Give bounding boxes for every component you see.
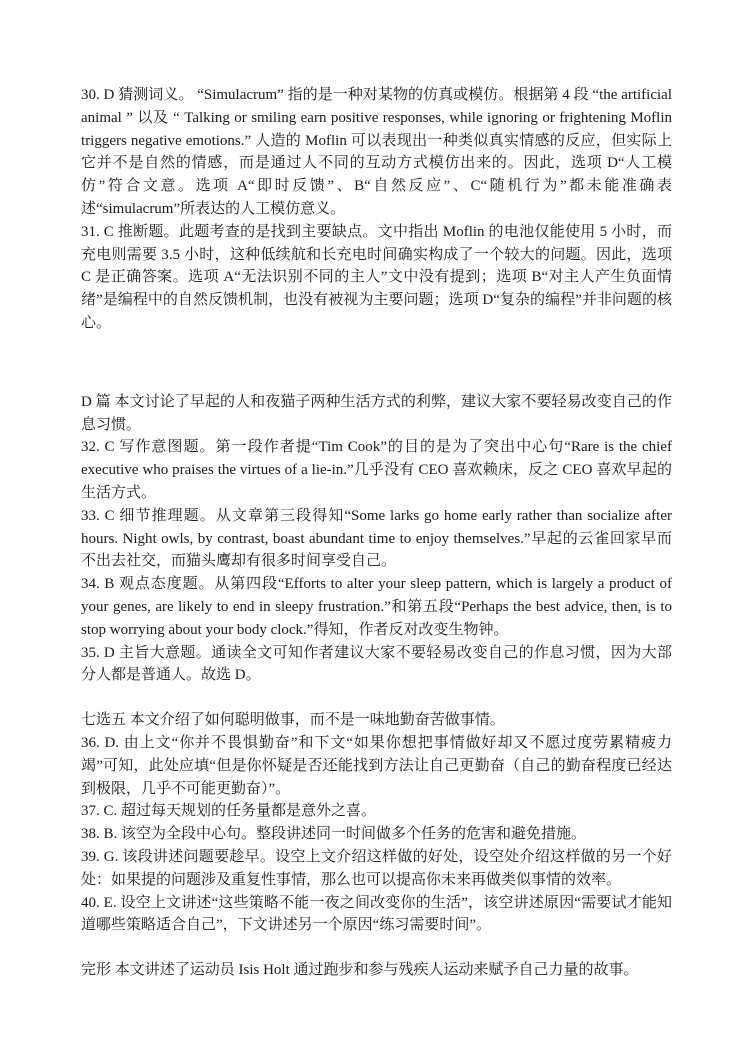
- section-spacer: [81, 335, 672, 391]
- q31-explanation: 31. C 推断题。此题考查的是找到主要缺点。文中指出 Moflin 的电池仅能使用 5 小时，而充电则需要 3.5 小时，这种低续航和长充电时间确实构成了一个较大的问题。因此，选项 C 是正确答案。选项 A“无法识别不同的主人”文中没有提到；选项 B“对主人产生负面情绪”是编程中的自然反馈机制，也没有被视为主要问题；选项 D“复杂的编程”并非问题的核心。: [81, 223, 672, 331]
- q32-explanation: 32. C 写作意图题。第一段作者提“Tim Cook”的目的是为了突出中心句“Rare is the chief executive who praises the virtues of a lie-in.”几乎没有 CEO 喜欢赖床，反之 CEO 喜欢早起的生活方式。: [81, 439, 672, 501]
- q36-explanation: 36. D. 由上文“你并不畏惧勤奋”和下文“如果你想把事情做好却又不愿过度劳累精疲力竭”可知，此处应填“但是你怀疑是否还能找到方法让自己更勤奋（自己的勤奋程度已经达到极限，几乎不可能更勤奋）”。: [81, 734, 672, 797]
- section-spacer: [81, 687, 672, 709]
- cloze-summary: 完形 本文讲述了运动员 Isis Holt 通过跑步和参与残疾人运动来赋予自己力量的故事。: [81, 962, 639, 979]
- q37-explanation: 37. C. 超过每天规划的任务量都是意外之喜。: [81, 803, 377, 820]
- q30-explanation: 30. D 猜测词义。 “Simulacrum” 指的是一种对某物的仿真或模仿。根据第 4 段 “the artificial animal ” 以及 “ Talking or smiling earn positive responses, while ignoring or frightening Moflin triggers negative emotions.” 人造的 Moflin 可以表现出一种类似真实情感的反应，但实际上它并不是自然的情感，而是通过人不同的互动方式模仿出来的。因此，选项 D“人工模仿”符合文意。选项 A“即时反馈”、B“自然反应”、C“随机行为”都未能准确表述“simulacrum”所表达的人工模仿意义。: [81, 87, 672, 217]
- q34-explanation: 34. B 观点态度题。从第四段“Efforts to alter your sleep pattern, which is largely a product of your genes, are likely to end in sleepy frustration.”和第五段“Perhaps the best advice, then, is to stop worrying about your body clock.”得知，作者反对改变生物钟。: [81, 576, 672, 638]
- q38-explanation: 38. B. 该空为全段中心句。整段讲述同一时间做多个任务的危害和避免措施。: [81, 826, 587, 843]
- passage-d-summary: D 篇 本文讨论了早起的人和夜猫子两种生活方式的利弊，建议大家不要轻易改变自己的作息习惯。: [81, 393, 672, 433]
- q39-explanation: 39. G. 该段讲述问题要趁早。设空上文介绍这样做的好处，设空处介绍这样做的另一个好处：如果提的问题涉及重复性事情，那么也可以提高你未来再做类似事情的效率。: [81, 848, 672, 888]
- answer-explanation-page: [81, 84, 672, 982]
- q35-explanation: 35. D 主旨大意题。通读全文可知作者建议大家不要轻易改变自己的作息习惯，因为大部分人都是普通人。故选 D。: [81, 644, 672, 684]
- q33-explanation: 33. C 细节推理题。从文章第三段得知“Some larks go home early rather than socialize after hours. Night owls, by contrast, boast abundant time to enjoy themselves.”早起的云雀回家早而不出去社交，而猫头鹰却有很多时间享受自己。: [81, 507, 672, 570]
- q40-explanation: 40. E. 设空上文讲述“这些策略不能一夜之间改变你的生活”，该空讲述原因“需要试才能知道哪些策略适合自己”，下文讲述另一个原因“练习需要时间”。: [81, 894, 672, 934]
- seven-choose-five-summary: 七选五 本文介绍了如何聪明做事，而不是一味地勤奋苦做事情。: [81, 712, 505, 729]
- section-spacer: [81, 937, 672, 959]
